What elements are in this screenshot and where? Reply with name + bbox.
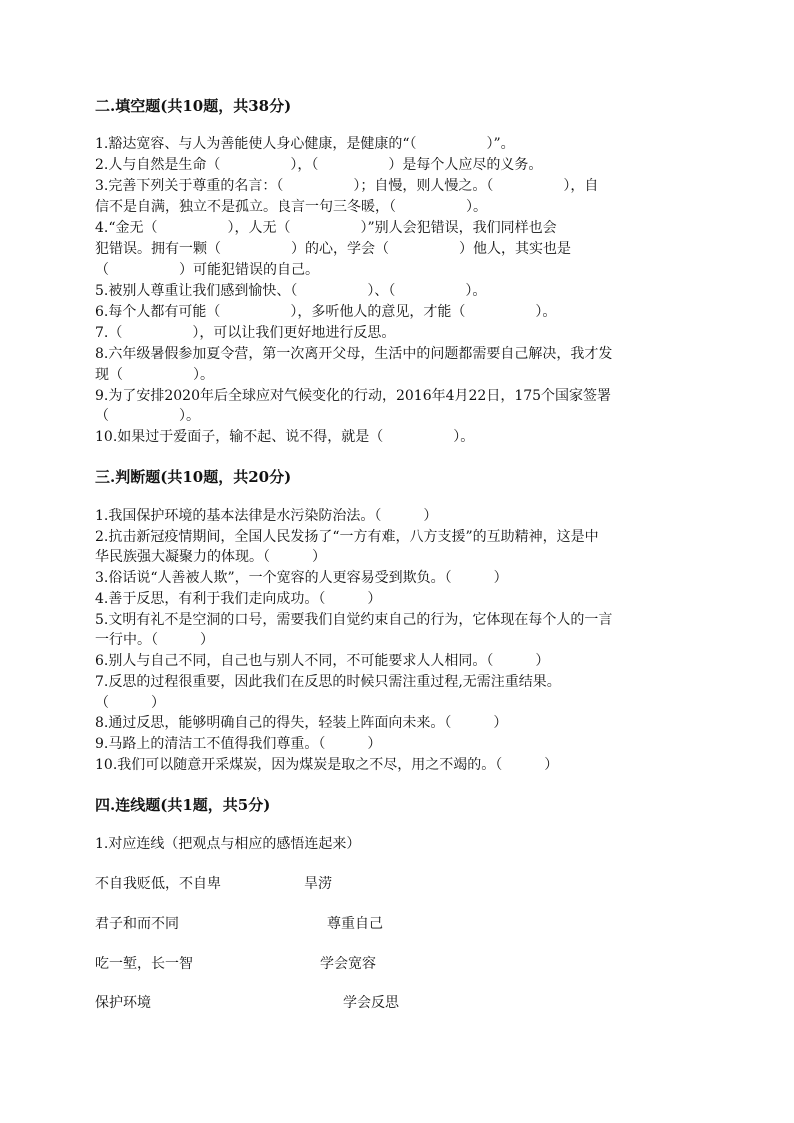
- match-right-item[interactable]: 学会宽容: [320, 956, 376, 972]
- judge-line: 6.别人与自己不同，自己也与别人不同，不可能要求人人相同。（ ）: [95, 653, 550, 669]
- judge-line: （ ）: [95, 695, 165, 711]
- fill-line: 信不是自满，独立不是孤立。良言一句三冬暖，（ ）。: [95, 199, 487, 215]
- match-left-item[interactable]: 不自我贬低，不自卑: [95, 876, 221, 892]
- match-left-item[interactable]: 君子和而不同: [95, 916, 179, 932]
- fill-line: 10.如果过于爱面子，输不起、说不得，就是（ ）。: [95, 429, 475, 445]
- fill-section-heading: 二.填空题(共10题，共38分): [95, 97, 292, 115]
- match-instruction: 1.对应连线（把观点与相应的感悟连起来）: [95, 836, 361, 852]
- judge-line: 8.通过反思，能够明确自己的得失，轻装上阵面向未来。（ ）: [95, 715, 508, 731]
- match-section-heading: 四.连线题(共1题，共5分): [95, 796, 271, 814]
- fill-line: 3.完善下列关于尊重的名言：（ ）；自慢，则人慢之。（ ），自: [95, 178, 599, 194]
- judge-line: 9.马路上的清洁工不值得我们尊重。（ ）: [95, 736, 382, 752]
- judge-line: 华民族强大凝聚力的体现。（ ）: [95, 549, 326, 565]
- fill-line: 5.被别人尊重让我们感到愉快、（ ）、（ ）。: [95, 283, 487, 299]
- fill-line: 2.人与自然是生命（ ），（ ）是每个人应尽的义务。: [95, 157, 543, 173]
- judge-line: 10.我们可以随意开采煤炭，因为煤炭是取之不尽，用之不竭的。（ ）: [95, 757, 559, 773]
- match-left-item[interactable]: 吃一堑，长一智: [95, 956, 193, 972]
- match-right-item[interactable]: 尊重自己: [327, 916, 383, 932]
- fill-line: 6.每个人都有可能（ ），多听他人的意见，才能（ ）。: [95, 304, 557, 320]
- match-left-item[interactable]: 保护环境: [95, 995, 151, 1011]
- judge-line: 7.反思的过程很重要，因此我们在反思的时候只需注重过程,无需注重结果。: [95, 674, 561, 690]
- fill-line: 犯错误。拥有一颗（ ）的心，学会（ ）他人，其实也是: [95, 241, 571, 257]
- fill-line: （ ）。: [95, 408, 200, 424]
- fill-line: 现（ ）。: [95, 367, 214, 383]
- judge-line: 4.善于反思，有利于我们走向成功。（ ）: [95, 591, 382, 607]
- judge-line: 2.抗击新冠疫情期间，全国人民发扬了“一方有难，八方支援”的互助精神，这是中: [95, 529, 599, 545]
- judge-line: 1.我国保护环境的基本法律是水污染防治法。（ ）: [95, 508, 438, 524]
- fill-line: 8.六年级暑假参加夏令营，第一次离开父母，生活中的问题都需要自己解决，我才发: [95, 346, 613, 362]
- fill-line: 1.豁达宽容、与人为善能使人身心健康，是健康的“（ ）”。: [95, 136, 515, 152]
- match-right-item[interactable]: 旱涝: [304, 876, 332, 892]
- fill-line: 9.为了安排2020年后全球应对气候变化的行动，2016年4月22日，175个国家签署: [95, 388, 612, 404]
- judge-line: 一行中。（ ）: [95, 632, 214, 648]
- fill-line: 4.“金无（ ），人无（ ）”别人会犯错误，我们同样也会: [95, 220, 557, 236]
- judge-line: 3.俗话说“人善被人欺”，一个宽容的人更容易受到欺负。（ ）: [95, 570, 508, 586]
- judge-section-heading: 三.判断题(共10题，共20分): [95, 468, 292, 486]
- match-right-item[interactable]: 学会反思: [343, 995, 399, 1011]
- fill-line: （ ）可能犯错误的自己。: [95, 262, 319, 278]
- judge-line: 5.文明有礼不是空洞的口号，需要我们自觉约束自己的行为，它体现在每个人的一言: [95, 612, 613, 628]
- fill-line: 7.（ ），可以让我们更好地进行反思。: [95, 325, 396, 341]
